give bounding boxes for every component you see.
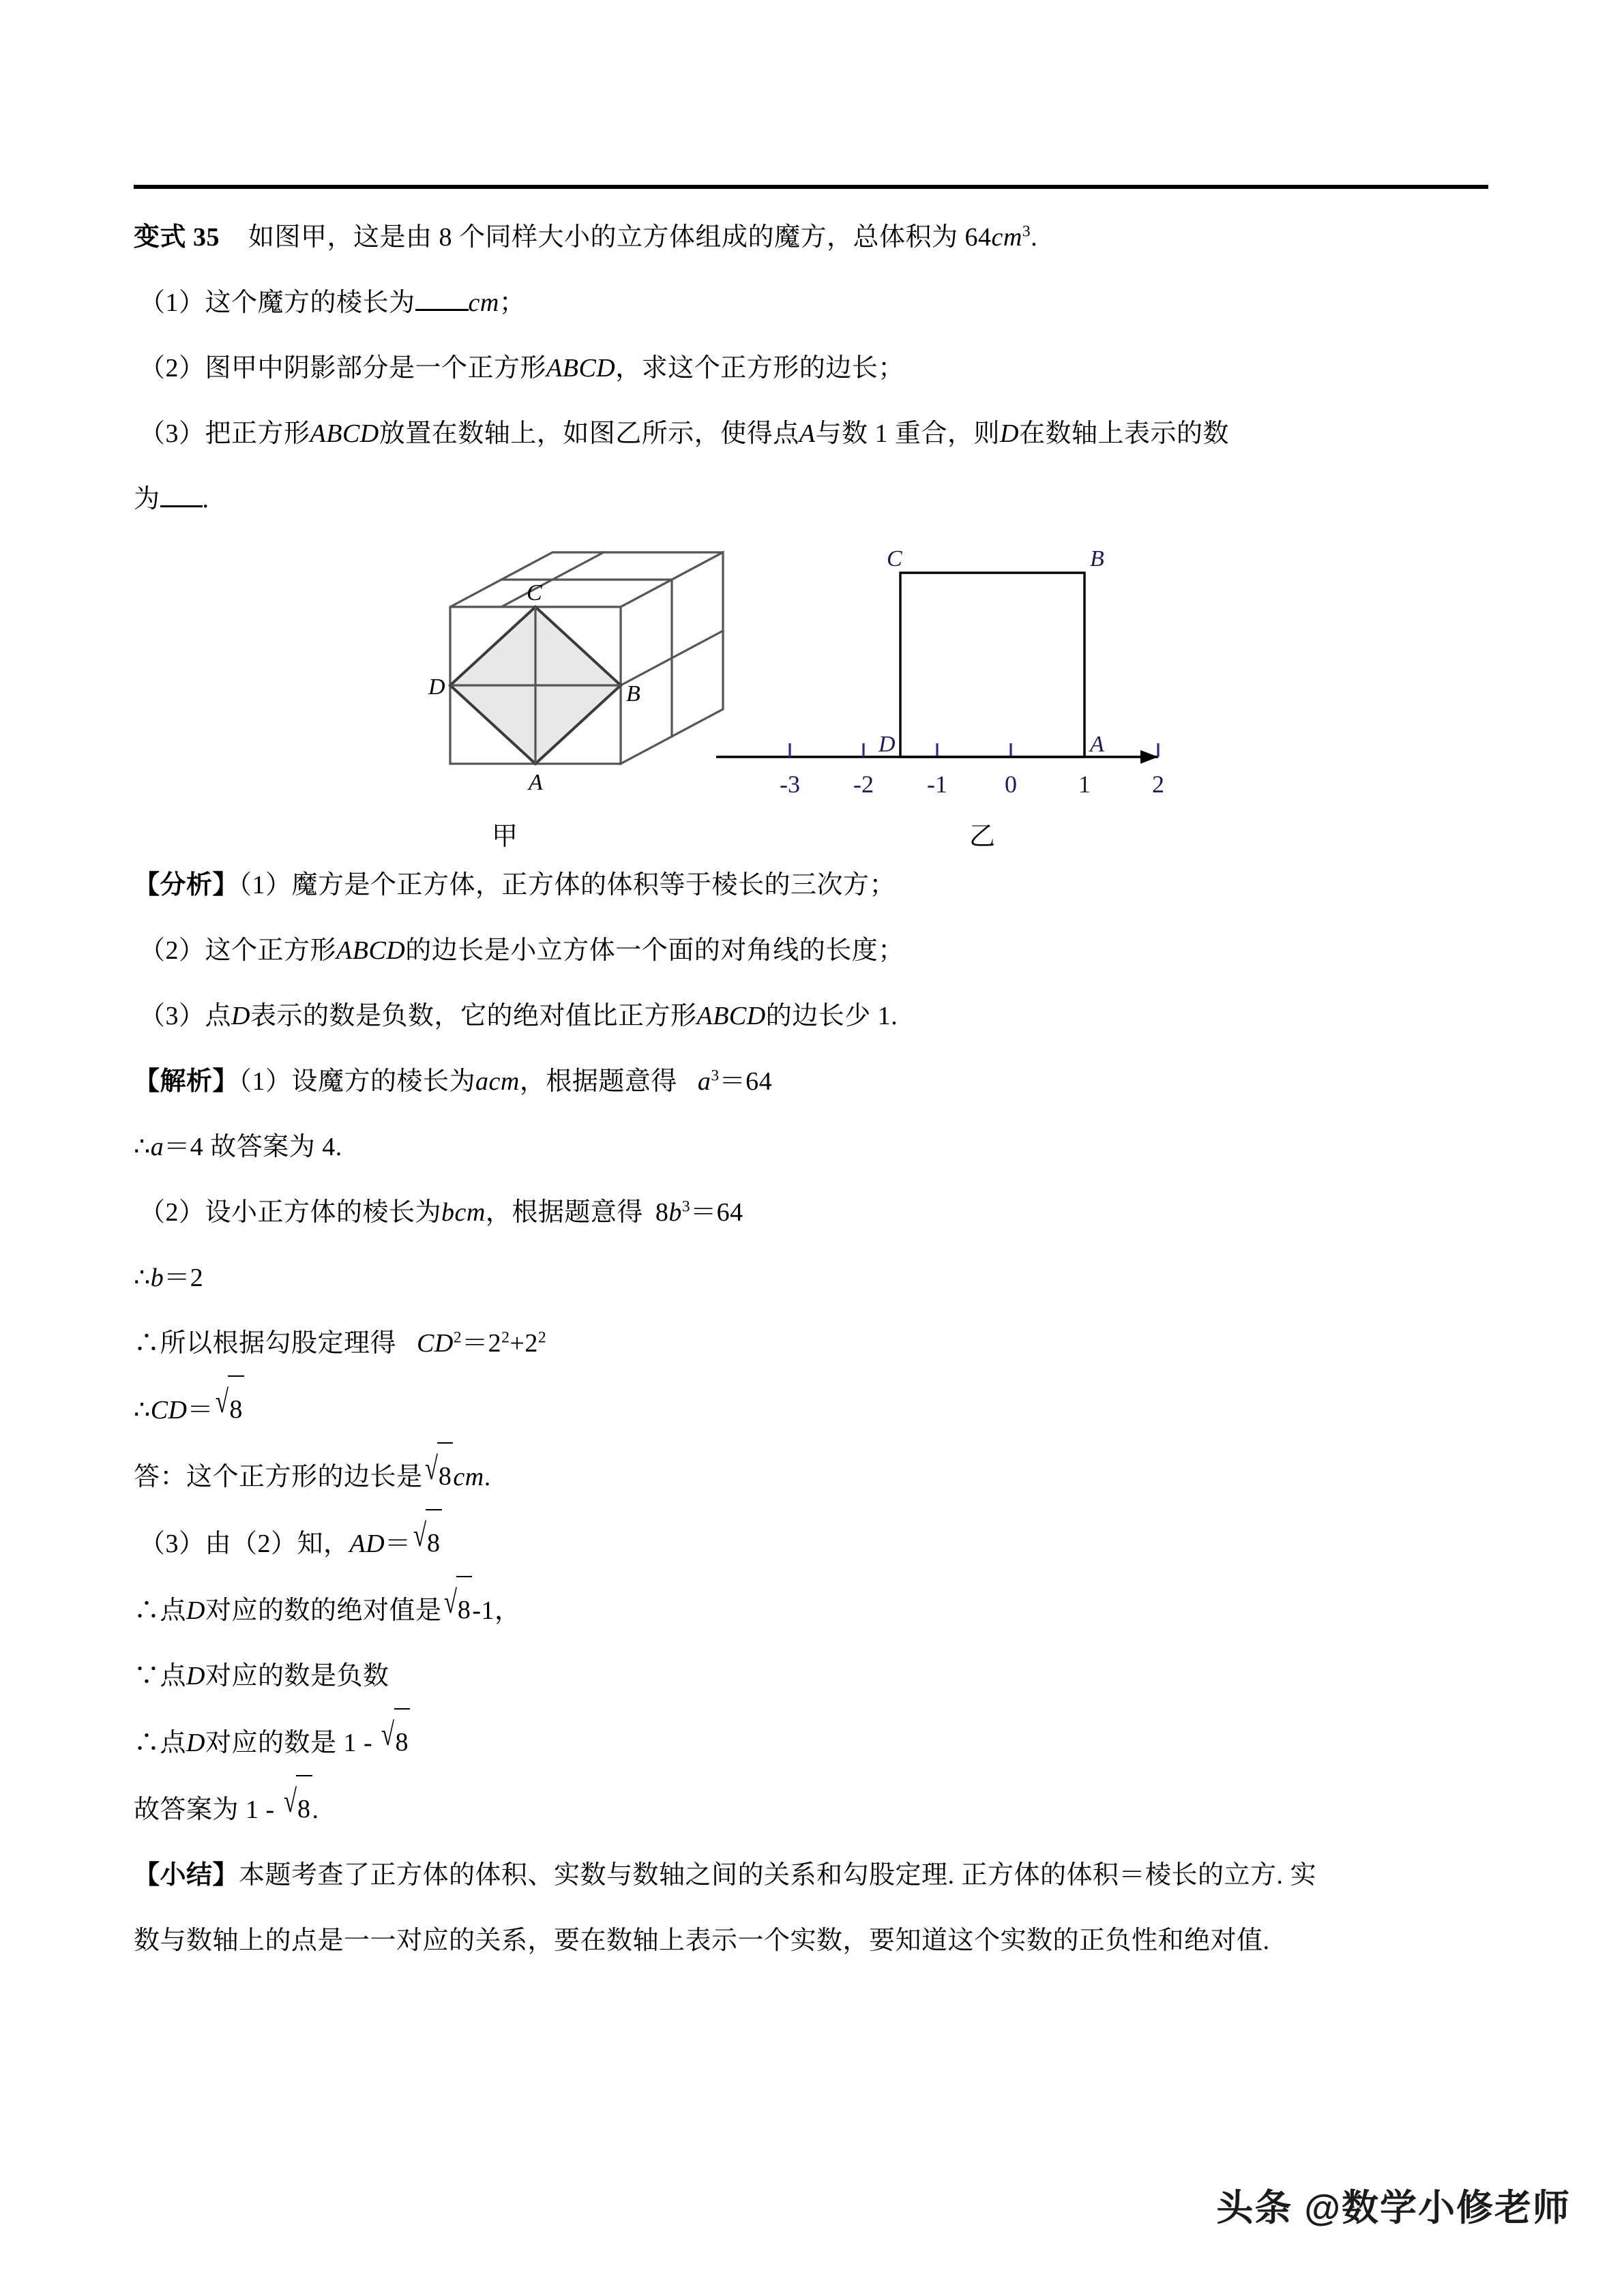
- question-3-text-d: 在数轴上表示的数: [1018, 419, 1229, 448]
- summary-line-2: [134, 1908, 1491, 1973]
- solution-text-8a: （3）由（2）知，: [139, 1530, 350, 1558]
- solution-var-acm: acm: [475, 1067, 520, 1096]
- figures-row: [0, 539, 1624, 866]
- solution-seg-cd-2: CD: [150, 1396, 188, 1425]
- analysis-label-abcd-2: ABCD: [696, 1002, 766, 1030]
- square-abcd-on-axis: [900, 573, 1084, 757]
- solution-line-8: [134, 1510, 1491, 1577]
- therefore-symbol-4: ∴: [134, 1396, 151, 1425]
- solution-unit-cm: cm: [453, 1463, 484, 1491]
- cube-vertex-label-d: D: [428, 674, 445, 700]
- solution-eq-1: ＝64: [719, 1067, 773, 1096]
- solution-exp-2-3: 2: [537, 1328, 547, 1347]
- solution-eq-2: ＝4: [164, 1133, 204, 1161]
- solution-eq-8: ＝: [385, 1530, 411, 1558]
- radical-4: √8: [442, 1577, 473, 1643]
- summary-line-1: [134, 1843, 1491, 1908]
- radical-6: √8: [282, 1776, 312, 1843]
- analysis-text-2b: 的边长是小立方体一个面的对角线的长度；: [405, 936, 904, 965]
- question-2-label-abcd: ABCD: [546, 354, 616, 383]
- problem-number: 变式 35: [134, 223, 220, 252]
- question-2-text-b: ，求这个正方形的边长；: [615, 354, 904, 383]
- solution-point-d-2: D: [186, 1662, 205, 1690]
- solution-eq-5: ＝2: [462, 1329, 502, 1358]
- analysis-text-3a: （3）点: [139, 1002, 232, 1030]
- figure-number-line: [696, 539, 1173, 815]
- solution-line-1: [134, 1049, 1491, 1114]
- therefore-symbol-3: ∴: [134, 1329, 160, 1358]
- solution-text-9b: 对应的数的绝对值是: [205, 1596, 442, 1625]
- axis-tick-label--1: -1: [927, 771, 947, 798]
- analysis-label-abcd-1: ABCD: [336, 936, 406, 965]
- axis-tick-label-1: 1: [1078, 771, 1091, 798]
- axis-tick-label--3: -3: [780, 771, 800, 798]
- solution-text-9c: -1，: [472, 1596, 521, 1625]
- cube-vertex-label-a: A: [529, 770, 543, 795]
- question-1-unit: cm: [468, 288, 499, 317]
- analysis-line-3: [134, 983, 1491, 1049]
- analysis-text-1: （1）魔方是个正方体，正方体的体积等于棱长的三次方；: [239, 871, 896, 899]
- solution-tag: 【解析】: [134, 1067, 239, 1096]
- solution-text-12b: .: [312, 1795, 319, 1824]
- therefore-symbol-1: ∴: [134, 1133, 151, 1161]
- solution-line-4: [134, 1245, 1491, 1311]
- question-3-label-abcd: ABCD: [310, 419, 379, 448]
- axis-vertex-label-c: C: [887, 546, 902, 571]
- solution-var-a-2: a: [150, 1133, 164, 1161]
- solution-text-9a: 点: [160, 1596, 187, 1625]
- solution-text-1b: ，根据题意得: [519, 1067, 677, 1096]
- solution-var-b-1: b: [668, 1198, 682, 1227]
- problem-stem-period: .: [1031, 223, 1038, 252]
- solution-line-7: [134, 1443, 1491, 1510]
- solution-plus-5: +2: [510, 1329, 538, 1358]
- solution-text-10a: 点: [160, 1662, 187, 1690]
- solution-var-bcm: bcm: [441, 1198, 486, 1227]
- question-3-label-d: D: [999, 419, 1019, 448]
- solution-line-3: [134, 1180, 1491, 1245]
- analysis-tag: 【分析】: [134, 871, 239, 899]
- solution-text-12a: 故答案为 1 -: [134, 1795, 282, 1824]
- solution-line-10: [134, 1643, 1491, 1709]
- because-symbol-1: ∵: [134, 1662, 160, 1690]
- problem-stem-text: 如图甲，这是由 8 个同样大小的立方体组成的魔方，总体积为 64: [248, 223, 992, 252]
- solution-text-3a: （2）设小正方体的棱长为: [139, 1198, 442, 1227]
- radicand-1: 8: [228, 1375, 244, 1442]
- solution-exp-3-1: 3: [711, 1067, 720, 1085]
- axis-arrowhead: [1140, 750, 1158, 764]
- question-3-label-a: A: [799, 419, 816, 448]
- solution-text-10b: 对应的数是负数: [205, 1662, 389, 1690]
- radicand-2: 8: [437, 1442, 454, 1509]
- question-1-semicolon: ；: [499, 288, 526, 317]
- radicand-5: 8: [394, 1708, 411, 1775]
- document-body: [134, 205, 1491, 1973]
- axis-tick-label--2: -2: [853, 771, 874, 798]
- solution-eq-4: ＝2: [164, 1264, 204, 1292]
- question-3-text-e: 为: [134, 485, 160, 513]
- question-3-text-a: （3）把正方形: [139, 419, 310, 448]
- cube-vertex-label-c: C: [527, 580, 542, 606]
- radicand-3: 8: [426, 1509, 442, 1576]
- question-3-text-b: 放置在数轴上，如图乙所示，使得点: [379, 419, 799, 448]
- solution-coef-8: 8: [655, 1198, 669, 1227]
- axis-vertex-label-b: B: [1090, 546, 1104, 571]
- question-3: [134, 401, 1491, 466]
- axis-tick-label-2: 2: [1152, 771, 1164, 798]
- radical-3: √8: [411, 1510, 442, 1577]
- analysis-label-d: D: [231, 1002, 250, 1030]
- radical-5: √8: [379, 1709, 410, 1776]
- analysis-text-3b: 表示的数是负数，它的绝对值比正方形: [250, 1002, 697, 1030]
- solution-seg-ad: AD: [349, 1530, 385, 1558]
- question-3-continued: [134, 466, 1491, 532]
- question-3-text-f: .: [202, 485, 209, 513]
- question-1-text: （1）这个魔方的棱长为: [139, 288, 415, 317]
- solution-var-b-2: b: [150, 1264, 164, 1292]
- therefore-symbol-5: ∴: [134, 1596, 160, 1625]
- solution-eq-3: ＝64: [690, 1198, 743, 1227]
- problem-stem-exponent: 3: [1022, 222, 1031, 241]
- cube-vertex-label-b: B: [626, 681, 640, 706]
- solution-var-a-1: a: [697, 1067, 711, 1096]
- figure-caption-jia: 甲: [491, 822, 518, 851]
- solution-line-6: [134, 1376, 1491, 1443]
- solution-text-3b: ，根据题意得: [485, 1198, 643, 1227]
- solution-text-11a: 点: [160, 1729, 187, 1757]
- solution-line-5: [134, 1311, 1491, 1376]
- number-line-svg: [696, 539, 1173, 811]
- summary-text-1: 本题考查了正方体的体积、实数与数轴之间的关系和勾股定理. 正方体的体积＝棱长的立方. 实: [239, 1861, 1317, 1890]
- solution-answer-1: 故答案为 4.: [210, 1133, 342, 1161]
- summary-tag: 【小结】: [134, 1861, 239, 1890]
- solution-line-2: [134, 1114, 1491, 1180]
- figure-caption-yi: 乙: [969, 822, 995, 851]
- axis-vertex-label-d: D: [879, 732, 896, 757]
- solution-line-11: [134, 1709, 1491, 1776]
- watermark: 头条 @数学小修老师: [1216, 2188, 1571, 2228]
- therefore-symbol-6: ∴: [134, 1729, 160, 1757]
- analysis-text-2a: （2）这个正方形: [139, 936, 337, 965]
- summary-text-2: 数与数轴上的点是一一对应的关系，要在数轴上表示一个实数，要知道这个实数的正负性和绝对值.: [134, 1926, 1270, 1955]
- axis-tick-label-0: 0: [1005, 771, 1017, 798]
- radical-1: √8: [213, 1376, 244, 1443]
- solution-text-7a: 答：这个正方形的边长是: [134, 1463, 423, 1491]
- solution-eq-6: ＝: [187, 1396, 213, 1425]
- solution-exp-2-1: 2: [453, 1328, 462, 1347]
- question-1-blank[interactable]: [415, 309, 469, 311]
- question-3-text-c: 与数 1 重合，则: [815, 419, 1000, 448]
- question-2: [134, 336, 1491, 401]
- solution-exp-3-2: 3: [681, 1197, 691, 1216]
- solution-exp-2-2: 2: [501, 1328, 510, 1347]
- header-rule: [134, 185, 1488, 189]
- question-1: [134, 270, 1491, 336]
- question-2-text-a: （2）图甲中阴影部分是一个正方形: [139, 354, 547, 383]
- analysis-line-2: [134, 918, 1491, 983]
- radicand-4: 8: [456, 1576, 473, 1643]
- problem-stem-unit: cm: [991, 223, 1022, 252]
- therefore-symbol-2: ∴: [134, 1264, 151, 1292]
- solution-text-1a: （1）设魔方的棱长为: [239, 1067, 476, 1096]
- solution-seg-cd-1: CD: [417, 1329, 454, 1358]
- analysis-text-3c: 的边长少 1.: [765, 1002, 898, 1030]
- solution-point-d-3: D: [186, 1729, 205, 1757]
- solution-line-12: [134, 1776, 1491, 1843]
- radical-2: √8: [423, 1443, 454, 1510]
- solution-text-11b: 对应的数是 1 -: [205, 1729, 380, 1757]
- radicand-6: 8: [296, 1775, 312, 1842]
- solution-text-7b: .: [484, 1463, 491, 1491]
- solution-point-d-1: D: [186, 1596, 205, 1625]
- axis-vertex-label-a: A: [1090, 732, 1104, 757]
- solution-line-9: [134, 1577, 1491, 1643]
- problem-stem: [134, 205, 1491, 270]
- solution-text-5: 所以根据勾股定理得: [160, 1329, 397, 1358]
- question-3-blank[interactable]: [160, 505, 203, 507]
